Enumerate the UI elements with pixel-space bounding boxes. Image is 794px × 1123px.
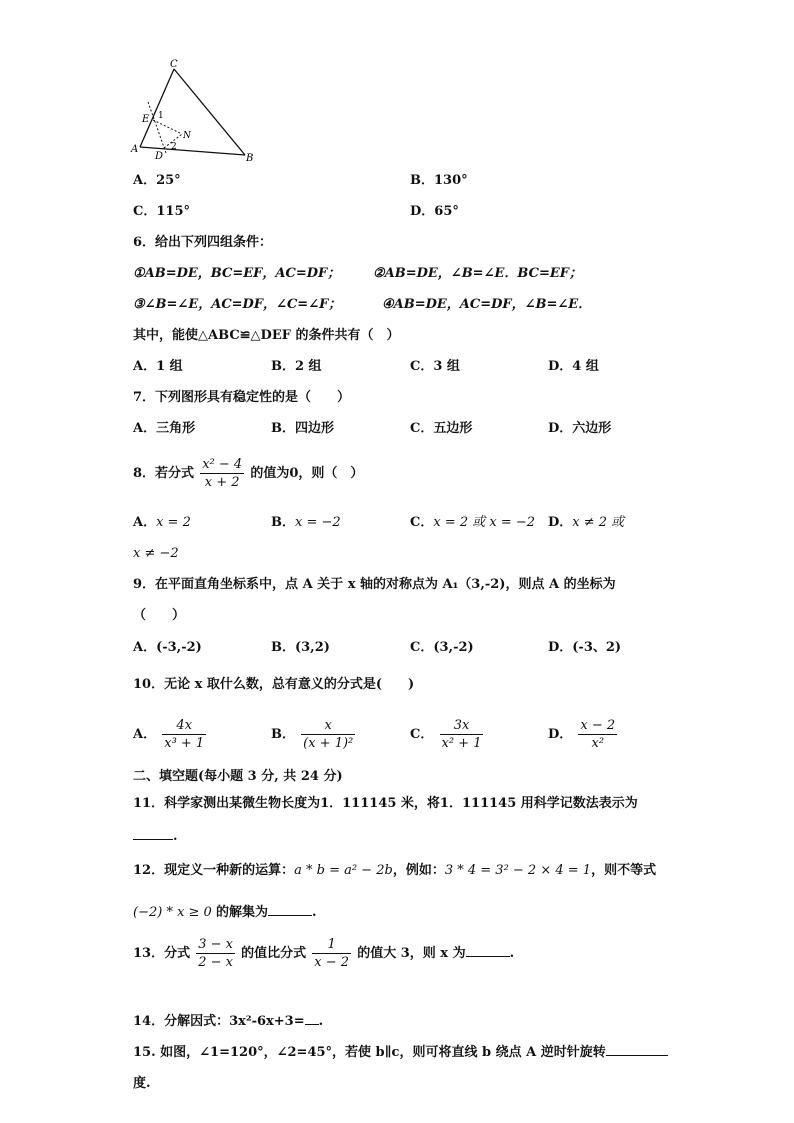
label-1: 1 [158, 111, 164, 121]
q13-fraction-2 [312, 936, 351, 971]
q8-option-c-label: C． [410, 515, 434, 530]
label-C: C [170, 59, 178, 70]
q13-mid: 的值比分式 [241, 946, 307, 961]
q9-option-a: A．(-3,-2) [133, 640, 202, 655]
q8-option-d-text: x ≠ 2 或 [572, 515, 625, 530]
triangle-figure [128, 58, 263, 168]
q7-stem: 7．下列图形具有稳定性的是（ ） [133, 390, 351, 405]
q12-answer-blank [268, 903, 312, 916]
q8-stem-post: 的值为0，则（ ） [250, 466, 364, 481]
q10-option-c-label: C． [410, 727, 434, 742]
q9-paren: （ ） [133, 608, 186, 623]
q10-option-d [548, 717, 619, 753]
q8-option-b-text: x = −2 [295, 515, 341, 530]
q8-option-d [548, 514, 624, 532]
q13-pre: 13．分式 [133, 946, 191, 961]
q5-option-b: B．130° [410, 173, 468, 188]
q7-option-d: D．六边形 [548, 421, 612, 436]
q11-answer-line [133, 827, 178, 846]
q10-option-a [133, 717, 208, 753]
q10-option-d-denominator: x² [591, 736, 605, 751]
q15-end: 度. [133, 1076, 151, 1091]
q10-option-c-denominator: x² + 1 [441, 736, 482, 751]
q8-fraction-numerator: x² − 4 [202, 457, 243, 472]
q8-option-d-continued: x ≠ −2 [133, 546, 179, 561]
q12-example: 3 * 4 = 3² − 2 × 4 = 1 [444, 863, 592, 878]
q10-option-d-label: D． [548, 727, 573, 742]
q10-option-b-fraction [301, 717, 355, 752]
q13-post: 的值大 3，则 x 为 [357, 946, 466, 961]
q6-ask: 其中，能使△ABC≌△DEF 的条件共有（ ） [133, 328, 400, 343]
q6-condition-2: ②AB=DE，∠B=∠E．BC=EF； [373, 266, 582, 281]
q10-option-c-numerator: 3x [440, 717, 484, 735]
q8-option-a [133, 514, 191, 532]
q14-end: . [318, 1014, 324, 1029]
q10-option-a-numerator: 4x [162, 717, 206, 735]
q15-answer-blank [606, 1043, 668, 1056]
q13-fraction-1-numerator: 3 − x [198, 937, 233, 952]
q6-option-b: B．2 组 [271, 359, 322, 374]
q13-stem [133, 936, 514, 972]
q12-mid: ，例如： [392, 863, 445, 878]
q5-option-c: C．115° [133, 204, 190, 219]
q6-option-c: C．3 组 [410, 359, 460, 374]
q8-option-d-label: D． [548, 515, 573, 530]
q12-post: ，则不等式 [591, 863, 657, 878]
label-E: E [142, 114, 150, 125]
q10-option-b-denominator: (x + 1)² [303, 736, 354, 751]
q10-option-c [410, 717, 485, 753]
q10-option-d-fraction [578, 717, 617, 752]
q8-option-b [271, 514, 341, 532]
side-AC [140, 69, 174, 147]
q8-option-c-text: x = 2 或 x = −2 [433, 515, 536, 530]
q10-option-a-denominator: x³ + 1 [164, 736, 205, 751]
q9-stem: 9．在平面直角坐标系中，点 A 关于 x 轴的对称点为 A₁（3,-2)，则点 A 的坐标为 [133, 577, 616, 592]
q14-answer-blank [305, 1012, 319, 1025]
q13-end: . [509, 946, 515, 961]
q12-inequality: (−2) * x ≥ 0 [133, 905, 212, 920]
q5-option-d: D．65° [410, 204, 459, 219]
dashed-line-ED [148, 102, 166, 153]
q6-condition-1: ①AB=DE，BC=EF，AC=DF； [133, 266, 341, 281]
q8-stem [133, 456, 363, 492]
label-D: D [155, 151, 164, 162]
q7-option-a: A．三角形 [133, 421, 196, 436]
q6-condition-3: ③∠B=∠E，AC=DF，∠C=∠F； [133, 297, 342, 312]
q10-option-b-numerator: x [301, 717, 355, 735]
q13-answer-blank [466, 944, 510, 957]
q5-option-a: A．25° [133, 173, 181, 188]
q11-stem: 11．科学家测出某微生物长度为1．111145 米，将1．111145 用科学记数法表示为 [133, 796, 638, 811]
q11-answer-blank [133, 827, 173, 840]
section-2-title: 二、填空题(每小题 3 分, 共 24 分) [133, 769, 343, 784]
q10-option-b [271, 717, 357, 753]
q14-line [133, 1012, 323, 1031]
q13-fraction-1 [196, 936, 235, 971]
q12-ask: 的解集为 [215, 905, 268, 920]
q12-second-line [133, 903, 317, 922]
q12-definition: a * b = a² − 2b [294, 863, 393, 878]
q8-option-b-label: B． [271, 515, 295, 530]
q8-option-a-text: x = 2 [156, 515, 191, 530]
q6-stem: 6．给出下列四组条件： [133, 235, 273, 250]
q6-option-a: A．1 组 [133, 359, 183, 374]
q10-option-c-fraction [440, 717, 484, 752]
label-2: 2 [171, 142, 177, 152]
q10-option-b-label: B． [271, 727, 295, 742]
q6-option-d: D．4 组 [548, 359, 599, 374]
q8-stem-pre: 8．若分式 [133, 466, 195, 481]
q14-stem: 14．分解因式：3x²-6x+3= [133, 1014, 305, 1029]
q13-fraction-2-denominator: x − 2 [314, 955, 350, 970]
q8-option-a-label: A． [133, 515, 157, 530]
q13-fraction-1-denominator: 2 − x [198, 955, 233, 970]
q10-option-a-label: A． [133, 727, 157, 742]
q15-line [133, 1043, 668, 1062]
q13-fraction-2-numerator: 1 [312, 936, 351, 954]
q10-stem: 10．无论 x 取什么数，总有意义的分式是( ) [133, 677, 415, 692]
q12-end: . [312, 905, 317, 920]
side-CB [174, 69, 245, 155]
q8-fraction [200, 456, 244, 491]
q12-pre: 12．现定义一种新的运算： [133, 863, 295, 878]
q6-condition-4: ④AB=DE，AC=DF，∠B=∠E． [382, 297, 592, 312]
label-A: A [131, 144, 139, 155]
label-B: B [246, 153, 254, 164]
q7-option-b: B．四边形 [271, 421, 334, 436]
q7-option-c: C．五边形 [410, 421, 473, 436]
q10-option-a-fraction [162, 717, 206, 752]
q8-fraction-denominator: x + 2 [204, 475, 240, 490]
label-N: N [183, 131, 191, 141]
dashed-line-EN [153, 120, 182, 134]
q8-option-c [410, 514, 535, 532]
q10-option-d-numerator: x − 2 [580, 718, 616, 733]
q9-option-c: C．(3,-2) [410, 640, 474, 655]
q15-stem: 15. 如图，∠1=120°，∠2=45°，若使 b∥c，则可将直线 b 绕点 A 逆时针旋转 [133, 1045, 606, 1060]
q11-end: . [173, 829, 178, 844]
q9-option-d: D．(-3、2) [548, 640, 622, 655]
q12-stem [133, 862, 656, 880]
q9-option-b: B．(3,2) [271, 640, 330, 655]
